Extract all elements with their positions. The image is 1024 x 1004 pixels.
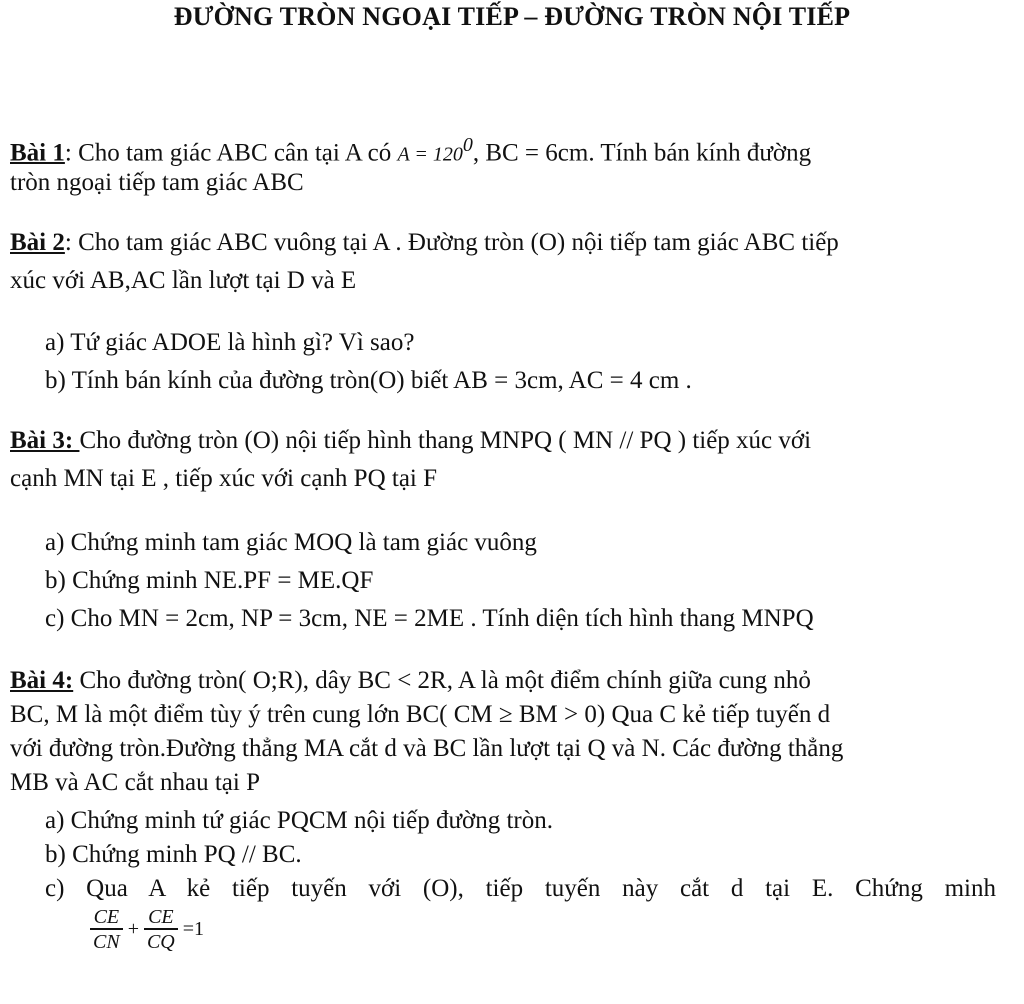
- fraction-denominator: CQ: [146, 930, 175, 953]
- bai1-line-2: tròn ngoại tiếp tam giác ABC: [10, 169, 304, 196]
- bai1-angle-eq: = 120: [409, 143, 463, 166]
- plus-sign: +: [127, 918, 139, 941]
- bai2-line-2: xúc với AB,AC lần lượt tại D và E: [10, 267, 357, 294]
- bai3-line-1: [10, 426, 811, 456]
- fraction-numerator: CE: [148, 906, 174, 928]
- bai2-text-1: : Cho tam giác ABC vuông tại A . Đường tròn (O) nội tiếp tam giác ABC tiếp: [64, 229, 839, 256]
- bai4-line-1: [10, 666, 811, 696]
- bai4-item-b: b) Chứng minh PQ // BC.: [45, 841, 302, 868]
- bai3-line-2: cạnh MN tại E , tiếp xúc với cạnh PQ tại F: [10, 465, 438, 492]
- bai3-label: Bài 3:: [10, 427, 80, 454]
- bai2-label: Bài 2: [10, 229, 65, 256]
- bai4-line-3: với đường tròn.Đường thẳng MA cắt d và BC lần lượt tại Q và N. Các đường thẳng: [10, 735, 844, 762]
- bai3-item-c: c) Cho MN = 2cm, NP = 3cm, NE = 2ME . Tính diện tích hình thang MNPQ: [45, 605, 814, 632]
- bai4-line-2: BC, M là một điểm tùy ý trên cung lớn BC( CM ≥ BM > 0) Qua C kẻ tiếp tuyến d: [10, 701, 831, 728]
- bai1-angle-degree: 0: [462, 134, 473, 156]
- bai1-text-1a: : Cho tam giác ABC cân tại A có: [64, 139, 398, 167]
- bai2-item-b: b) Tính bán kính của đường tròn(O) biết AB = 3cm, AC = 4 cm .: [45, 367, 692, 394]
- fraction-numerator: CE: [93, 906, 120, 928]
- bai4-line-4: MB và AC cắt nhau tại P: [10, 769, 260, 796]
- bai3-item-b: b) Chứng minh NE.PF = ME.QF: [45, 567, 374, 594]
- fraction-denominator: CN: [93, 930, 120, 953]
- bai4-item-c: c) Qua A kẻ tiếp tuyến với (O), tiếp tuyến này cắt d tại E. Chứng minh: [45, 875, 996, 902]
- bai1-label: Bài 1: [10, 139, 65, 167]
- bai4-label: Bài 4:: [10, 667, 74, 694]
- fraction-ce-cq: [144, 906, 178, 954]
- bai3-text-1: Cho đường tròn (O) nội tiếp hình thang MNPQ ( MN // PQ ) tiếp xúc với: [79, 427, 812, 454]
- bai2-item-a: a) Tứ giác ADOE là hình gì? Vì sao?: [45, 329, 415, 356]
- page-title: ĐƯỜNG TRÒN NGOẠI TIẾP – ĐƯỜNG TRÒN NỘI TIẾP: [173, 2, 851, 31]
- bai4-formula: [88, 906, 207, 954]
- bai1-line-1: [10, 130, 811, 169]
- fraction-ce-cn: [90, 906, 123, 954]
- bai4-item-a: a) Chứng minh tứ giác PQCM nội tiếp đường tròn.: [45, 807, 554, 834]
- bai1-angle-label: A: [397, 143, 410, 166]
- bai3-item-a: a) Chứng minh tam giác MOQ là tam giác vuông: [45, 529, 537, 556]
- bai4-text-1: Cho đường tròn( O;R), dây BC < 2R, A là một điểm chính giữa cung nhỏ: [73, 667, 811, 694]
- bai2-line-1: [10, 228, 839, 258]
- bai1-text-1b: , BC = 6cm. Tính bán kính đường: [472, 139, 812, 167]
- equals-one: =1: [182, 918, 205, 941]
